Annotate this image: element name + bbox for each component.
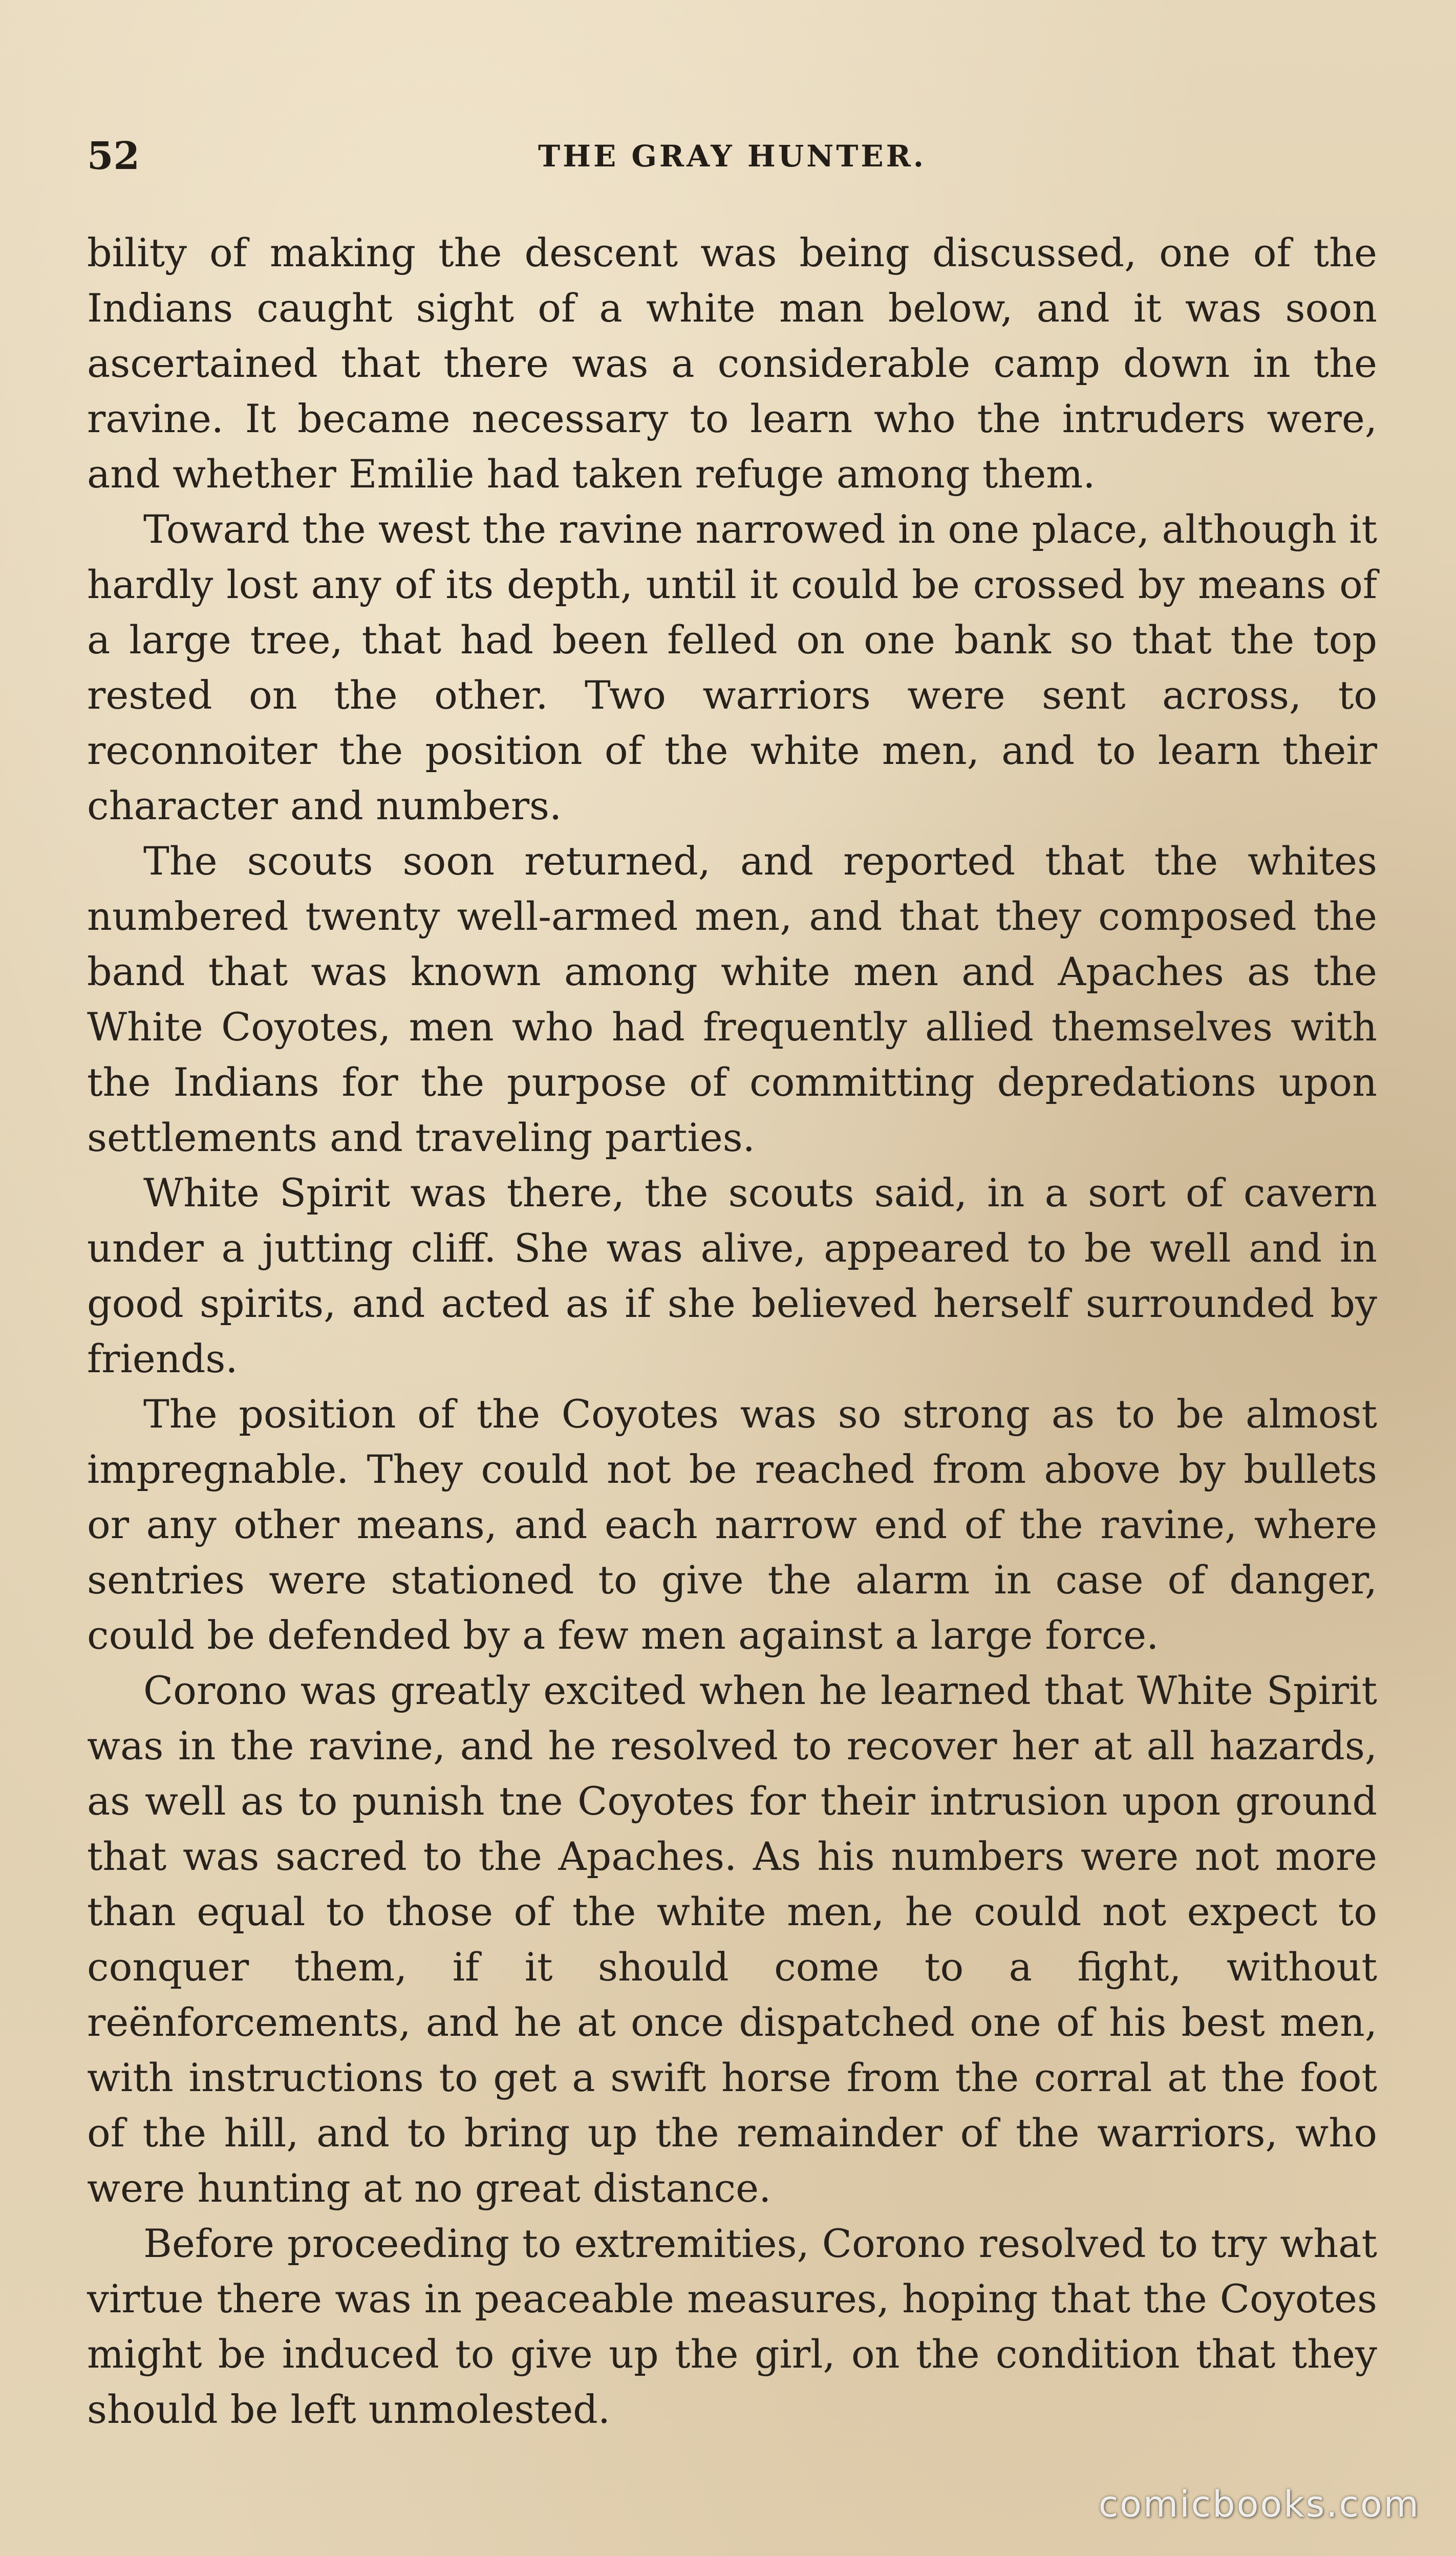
paragraph: White Spirit was there, the scouts said, in a sort of cavern under a jutting cliff. She was alive, appeared to be well and in good spirits, and acted as if she believed herself surrounded by friends. <box>87 1170 1377 1381</box>
watermark: comicbooks.com <box>1098 2483 1420 2525</box>
paragraph: The position of the Coyotes was so strong as to be almost impregnable. They could not be reached from above by bullets or any other means, and each narrow end of the ravine, where sentries were stationed to give the alarm in case of danger, could be defended by a few men against a large force. <box>87 1391 1377 1658</box>
paragraph: Toward the west the ravine narrowed in one place, although it hardly lost any of its depth, until it could be crossed by means of a large tree, that had been felled on one bank so that the top rested on the other. Two warriors were sent across, to reconnoiter the position of the white men, and to learn their character and numbers. <box>87 506 1377 828</box>
paragraph: The scouts soon returned, and reported that the whites numbered twenty well-armed men, and that they composed the band that was known among white men and Apaches as the White Coyotes, men who had frequently allied themselves with the Indians for the purpose of committing depredations upon settlements and traveling parties. <box>87 838 1377 1160</box>
page-header <box>87 131 1377 182</box>
paragraph: bility of making the descent was being discussed, one of the Indians caught sight of a white man below, and it was soon ascertained that there was a considerable camp down in the ravine. It became necessary to learn who the intruders were, and whether Emilie had taken refuge among them. <box>87 230 1377 497</box>
body-text <box>87 225 1377 2437</box>
page-number: 52 <box>87 134 140 178</box>
running-head: THE GRAY HUNTER. <box>538 139 926 174</box>
paragraph: Corono was greatly excited when he learned that White Spirit was in the ravine, and he resolved to recover her at all hazards, as well as to punish tne Coyotes for their intrusion upon ground that was sacred to the Apaches. As his numbers were not more than equal to those of the white men, he could not expect to conquer them, if it should come to a fight, without reënforcements, and he at once dispatched one of his best men, with instructions to get a swift horse from the corral at the foot of the hill, and to bring up the remainder of the warriors, who were hunting at no great distance. <box>87 1668 1377 2211</box>
paragraph: Before proceeding to extremities, Corono resolved to try what virtue there was in peaceable measures, hoping that the Coyotes might be induced to give up the girl, on the condition that they should be left unmolested. <box>87 2221 1377 2432</box>
